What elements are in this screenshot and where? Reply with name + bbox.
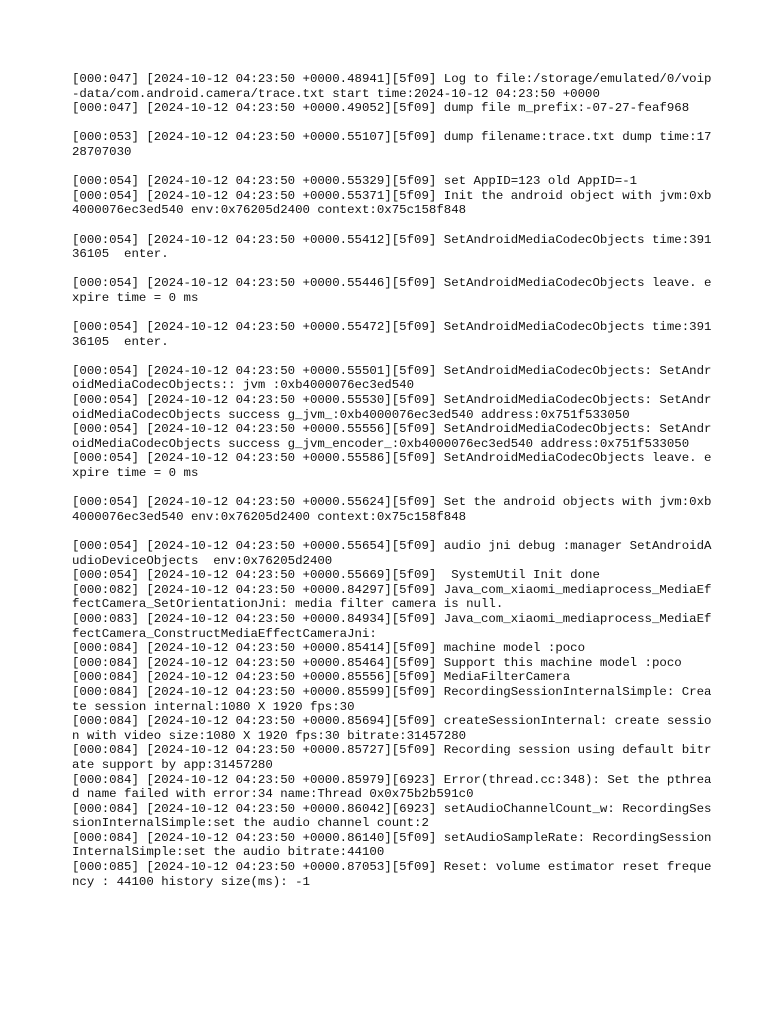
log-line: [000:083] [2024-10-12 04:23:50 +0000.84934][5f09] Java_com_xiaomi_mediaprocess_MediaEffectCamera_ConstructMediaEffectCameraJni: (72, 611, 712, 641)
log-line: [000:084] [2024-10-12 04:23:50 +0000.85599][5f09] RecordingSessionInternalSimple: Create session internal:1080 X 1920 fps:30 (72, 684, 712, 714)
log-line: [000:054] [2024-10-12 04:23:50 +0000.55412][5f09] SetAndroidMediaCodecObjects time:39136105 enter. (72, 232, 712, 262)
log-line: [000:084] [2024-10-12 04:23:50 +0000.85694][5f09] createSessionInternal: create session with video size:1080 X 1920 fps:30 bitrate:31457280 (72, 714, 712, 743)
log-line: [000:084] [2024-10-12 04:23:50 +0000.86140][5f09] setAudioSampleRate: RecordingSessionInternalSimple:set the audio bitrate:44100 (72, 830, 712, 860)
log-line: [000:054] [2024-10-12 04:23:50 +0000.55530][5f09] SetAndroidMediaCodecObjects: SetAndroidMediaCodecObjects success g_jvm_:0xb4000076ec3ed540 address:0x751f533050 (72, 393, 712, 422)
log-line: [000:047] [2024-10-12 04:23:50 +0000.49052][5f09] dump file m_prefix:-07-27-feaf968 (72, 101, 690, 116)
log-line: [000:054] [2024-10-12 04:23:50 +0000.55371][5f09] Init the android object with jvm:0xb4000076ec3ed540 env:0x76205d2400 context:0x75c158f848 (72, 188, 712, 218)
blank-line (72, 160, 712, 175)
log-document (72, 72, 712, 889)
log-line: [000:054] [2024-10-12 04:23:50 +0000.55501][5f09] SetAndroidMediaCodecObjects: SetAndroidMediaCodecObjects:: jvm :0xb4000076ec3ed540 (72, 363, 712, 393)
blank-line (72, 524, 712, 539)
blank-line (72, 306, 712, 321)
log-line: [000:054] [2024-10-12 04:23:50 +0000.55329][5f09] set AppID=123 old AppID=-1 (72, 174, 638, 189)
log-line: [000:054] [2024-10-12 04:23:50 +0000.55654][5f09] audio jni debug :manager SetAndroidAudioDeviceObjects env:0x76205d2400 (72, 539, 712, 568)
blank-line (72, 218, 712, 233)
blank-line (72, 116, 712, 131)
log-line: [000:054] [2024-10-12 04:23:50 +0000.55446][5f09] SetAndroidMediaCodecObjects leave. expire time = 0 ms (72, 276, 712, 305)
log-line: [000:054] [2024-10-12 04:23:50 +0000.55556][5f09] SetAndroidMediaCodecObjects: SetAndroidMediaCodecObjects success g_jvm_encoder_:0xb4000076ec3ed540 address:0x751f533050 (72, 422, 712, 451)
blank-line (72, 262, 712, 277)
log-line: [000:084] [2024-10-12 04:23:50 +0000.86042][6923] setAudioChannelCount_w: RecordingSessionInternalSimple:set the audio channel count:2 (72, 801, 712, 831)
log-line: [000:084] [2024-10-12 04:23:50 +0000.85556][5f09] MediaFilterCamera (72, 670, 571, 685)
log-line: [000:084] [2024-10-12 04:23:50 +0000.85979][6923] Error(thread.cc:348): Set the pthread name failed with error:34 name:Thread 0x0x75b2b591c0 (72, 772, 712, 802)
log-line: [000:085] [2024-10-12 04:23:50 +0000.87053][5f09] Reset: volume estimator reset frequency : 44100 history size(ms): -1 (72, 860, 712, 889)
log-line: [000:084] [2024-10-12 04:23:50 +0000.85414][5f09] machine model :poco (72, 641, 586, 656)
blank-line (72, 481, 712, 496)
log-line: [000:054] [2024-10-12 04:23:50 +0000.55669][5f09] SystemUtil Init done (72, 568, 600, 583)
log-line: [000:054] [2024-10-12 04:23:50 +0000.55586][5f09] SetAndroidMediaCodecObjects leave. expire time = 0 ms (72, 451, 712, 481)
log-line: [000:084] [2024-10-12 04:23:50 +0000.85727][5f09] Recording session using default bitrate support by app:31457280 (72, 743, 712, 772)
blank-line (72, 349, 712, 364)
log-line: [000:054] [2024-10-12 04:23:50 +0000.55624][5f09] Set the android objects with jvm:0xb4000076ec3ed540 env:0x76205d2400 context:0x75c158f848 (72, 495, 712, 524)
log-line: [000:053] [2024-10-12 04:23:50 +0000.55107][5f09] dump filename:trace.txt dump time:1728707030 (72, 130, 712, 159)
log-line: [000:082] [2024-10-12 04:23:50 +0000.84297][5f09] Java_com_xiaomi_mediaprocess_MediaEffectCamera_SetOrientationJni: media filter camera is null. (72, 582, 712, 612)
log-line: [000:047] [2024-10-12 04:23:50 +0000.48941][5f09] Log to file:/storage/emulated/0/voip-data/com.android.camera/trace.txt start time:2024-10-12 04:23:50 +0000 (72, 72, 712, 101)
log-line: [000:054] [2024-10-12 04:23:50 +0000.55472][5f09] SetAndroidMediaCodecObjects time:39136105 enter. (72, 320, 712, 349)
log-line: [000:084] [2024-10-12 04:23:50 +0000.85464][5f09] Support this machine model :poco (72, 655, 682, 670)
